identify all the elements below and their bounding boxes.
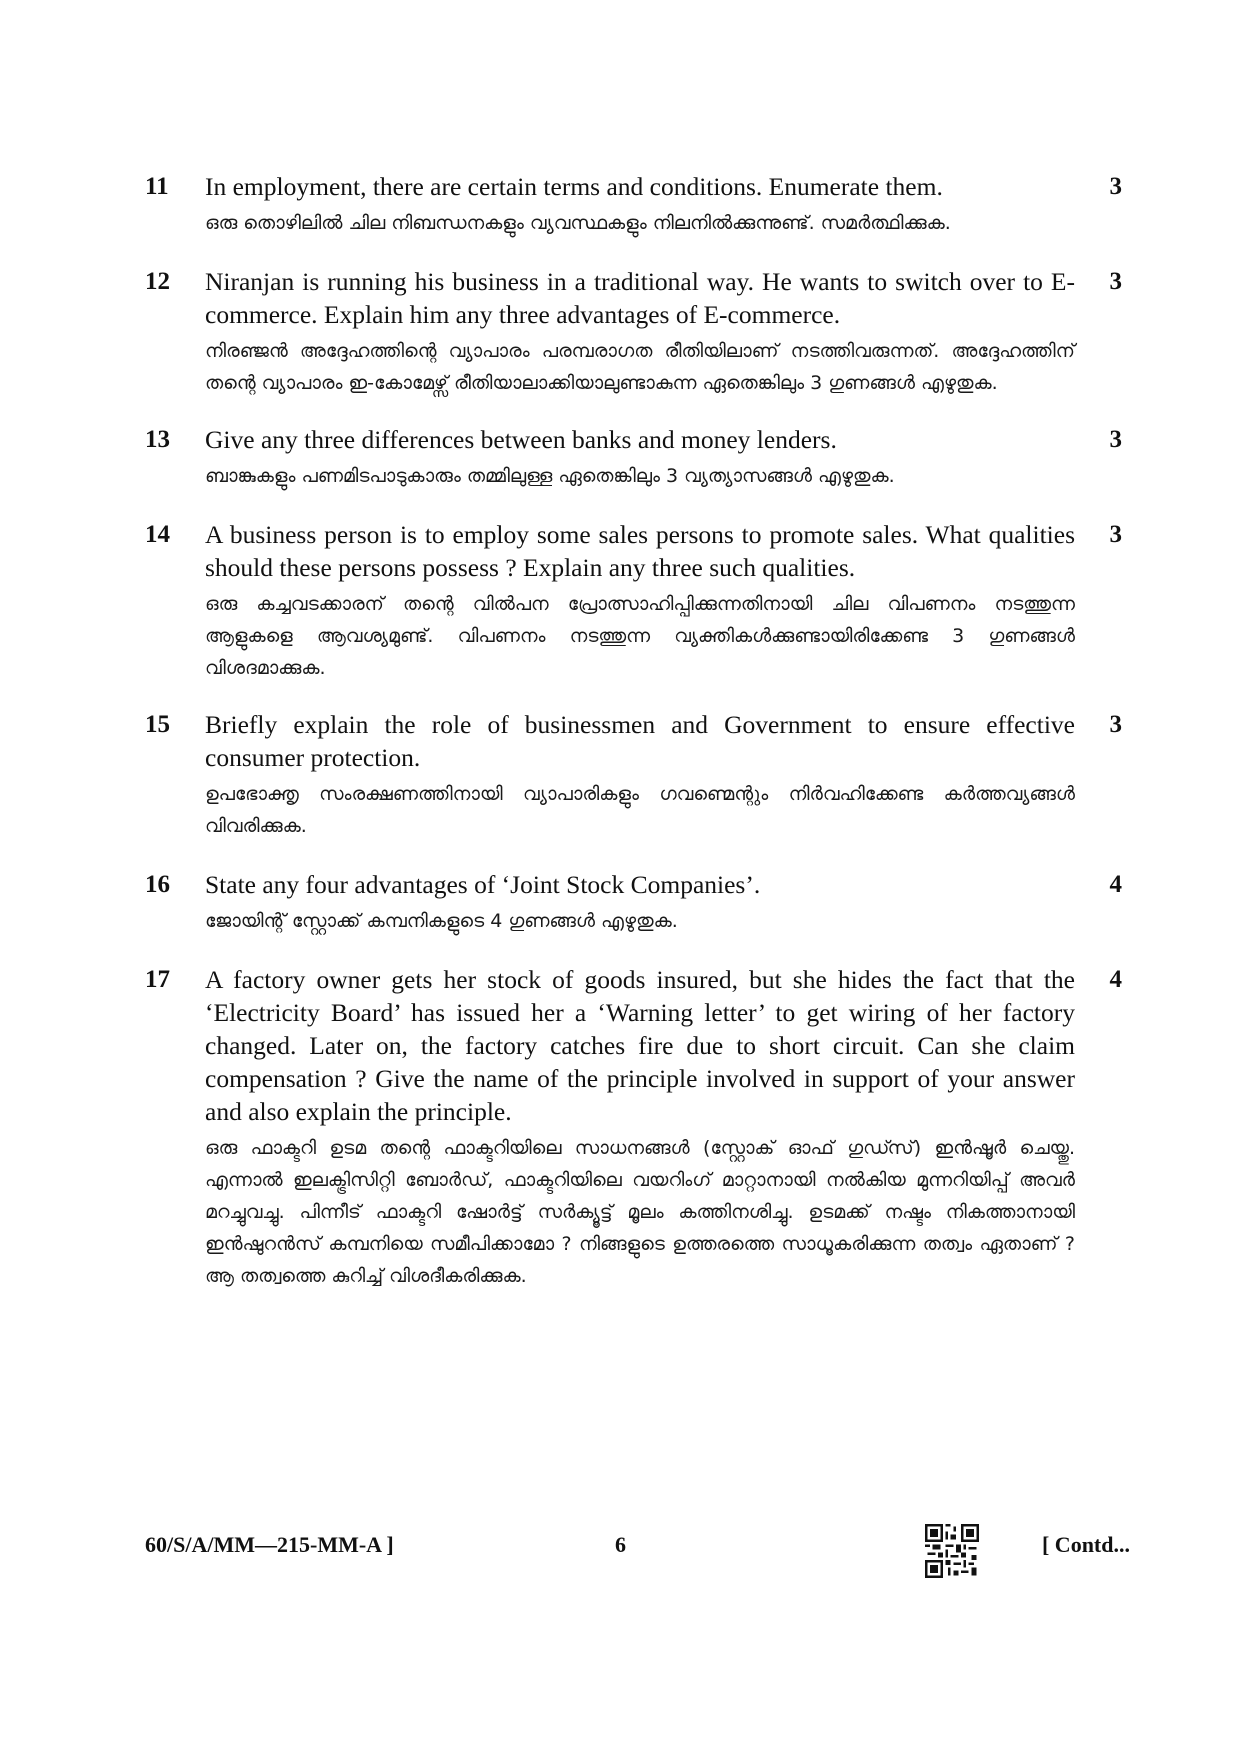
question-text-en: Briefly explain the role of businessmen and Government to ensure effective consumer protection. bbox=[205, 710, 1075, 772]
question-marks: 3 bbox=[1109, 521, 1122, 548]
question-16 bbox=[145, 868, 1130, 937]
question-number: 16 bbox=[145, 871, 170, 898]
question-number: 11 bbox=[145, 173, 169, 200]
question-marks: 4 bbox=[1109, 966, 1122, 993]
question-text-ml: നിരഞ്ജൻ അദ്ദേഹത്തിന്റെ വ്യാപാരം പരമ്പരാഗത രീതിയിലാണ് നടത്തിവരുന്നത്. അദ്ദേഹത്തിന് തന്റെ വ്യാപാരം ഇ-കോമേഴ്സ് രീതിയാലാക്കിയാലുണ്ടാകുന്ന ഏതെങ്കിലും 3 ഗുണങ്ങൾ എഴുതുക. bbox=[205, 340, 1075, 394]
question-text-en: In employment, there are certain terms and conditions. Enumerate them. bbox=[205, 172, 943, 201]
question-marks: 3 bbox=[1109, 426, 1122, 453]
question-text-en: A factory owner gets her stock of goods insured, but she hides the fact that the ‘Electricity Board’ has issued her a ‘Warning letter’ to get wiring of her factory changed. Later on, the factory catches fire due to short circuit. Can she claim compensation ? Give the name of the principle involved in support of your answer and also explain the principle. bbox=[205, 965, 1075, 1126]
page-number: 6 bbox=[615, 1532, 626, 1557]
question-text-ml: ജോയിന്റ് സ്റ്റോക്ക് കമ്പനികളുടെ 4 ഗുണങ്ങൾ എഴുതുക. bbox=[205, 910, 678, 932]
question-marks: 4 bbox=[1109, 871, 1122, 898]
question-17 bbox=[145, 963, 1130, 1292]
question-text-ml: ഒരു തൊഴിലിൽ ചില നിബന്ധനകളും വ്യവസ്ഥകളും നിലനിൽക്കുന്നുണ്ട്. സമർത്ഥിക്കുക. bbox=[205, 212, 951, 234]
paper-code: 60/S/A/MM—215-MM-A ] bbox=[145, 1532, 394, 1557]
question-number: 17 bbox=[145, 966, 170, 993]
question-14 bbox=[145, 518, 1130, 684]
question-15 bbox=[145, 708, 1130, 842]
question-text-ml: ഒരു കച്ചവടക്കാരന് തന്റെ വിൽപന പ്രോത്സാഹിപ്പിക്കുന്നതിനായി ചില വിപണനം നടത്തുന്ന ആളുകളെ ആവശ്യമുണ്ട്. വിപണനം നടത്തുന്ന വ്യക്തികൾക്കുണ്ടായിരിക്കേണ്ട 3 ഗുണങ്ങൾ വിശദമാക്കുക. bbox=[205, 593, 1075, 679]
question-text-en: State any four advantages of ‘Joint Stock Companies’. bbox=[205, 870, 761, 899]
question-list bbox=[145, 170, 1130, 1292]
continued-label: [ Contd... bbox=[1041, 1532, 1130, 1557]
question-13 bbox=[145, 423, 1130, 492]
question-marks: 3 bbox=[1109, 173, 1122, 200]
question-marks: 3 bbox=[1109, 711, 1122, 738]
qr-code-icon bbox=[925, 1524, 979, 1578]
question-text-ml: ഒരു ഫാക്ടറി ഉടമ തന്റെ ഫാക്ടറിയിലെ സാധനങ്ങൾ (സ്റ്റോക് ഓഫ് ഗുഡ്സ്) ഇൻഷൂർ ചെയ്തു. എന്നാൽ ഇലക്ട്രിസിറ്റി ബോർഡ്, ഫാക്ടറിയിലെ വയറിംഗ് മാറ്റാനായി നൽകിയ മുന്നറിയിപ്പ് അവർ മറച്ചുവച്ചു. പിന്നീട് ഫാക്ടറി ഷോർട്ട് സർക്യൂട്ട് മൂലം കത്തിനശിച്ചു. ഉടമക്ക് നഷ്ടം നികത്താനായി ഇൻഷുറൻസ് കമ്പനിയെ സമീപിക്കാമോ ? നിങ്ങളുടെ ഉത്തരത്തെ സാധൂകരിക്കുന്ന തത്വം ഏതാണ് ? ആ തത്വത്തെ കുറിച്ച് വിശദീകരിക്കുക. bbox=[205, 1137, 1075, 1287]
question-number: 12 bbox=[145, 268, 170, 295]
question-number: 13 bbox=[145, 426, 170, 453]
question-11 bbox=[145, 170, 1130, 239]
question-number: 14 bbox=[145, 521, 170, 548]
question-text-ml: ബാങ്കുകളും പണമിടപാടുകാരും തമ്മിലുള്ള ഏതെങ്കിലും 3 വ്യത്യാസങ്ങൾ എഴുതുക. bbox=[205, 465, 895, 487]
question-text-en: Give any three differences between banks and money lenders. bbox=[205, 425, 837, 454]
question-text-ml: ഉപഭോക്തൃ സംരക്ഷണത്തിനായി വ്യാപാരികളും ഗവണ്മെന്റും നിർവഹിക്കേണ്ട കർത്തവ്യങ്ങൾ വിവരിക്കുക. bbox=[205, 783, 1075, 837]
question-12 bbox=[145, 265, 1130, 399]
question-marks: 3 bbox=[1109, 268, 1122, 295]
question-text-en: A business person is to employ some sales persons to promote sales. What qualities should these persons possess ? Explain any three such qualities. bbox=[205, 520, 1075, 582]
question-number: 15 bbox=[145, 711, 170, 738]
page-footer bbox=[145, 1524, 1130, 1584]
question-text-en: Niranjan is running his business in a traditional way. He wants to switch over to E-commerce. Explain him any three advantages of E-commerce. bbox=[205, 267, 1075, 329]
